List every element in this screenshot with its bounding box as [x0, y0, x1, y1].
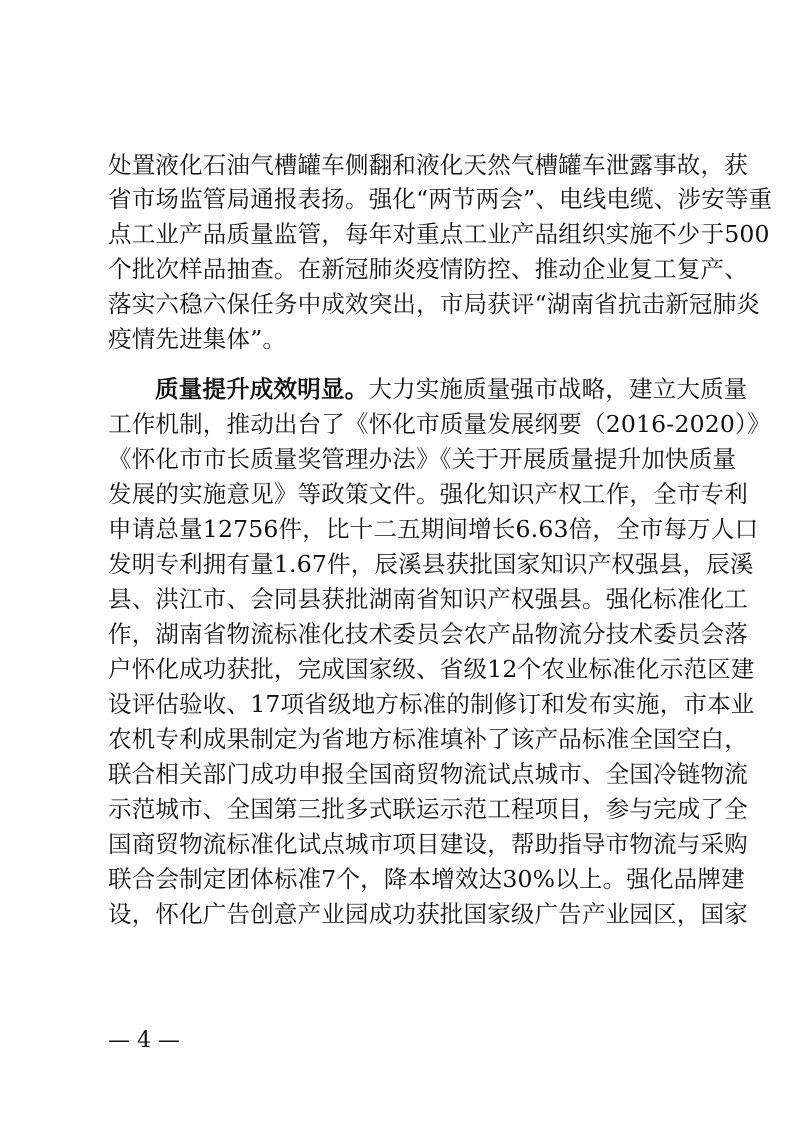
text-line: 点工业产品质量监管，每年对重点工业产品组织实施不少于500	[108, 220, 770, 248]
text-line: 设，怀化广告创意产业园成功获批国家级广告产业园区，国家	[108, 900, 748, 928]
text-line: 疫情先进集体”。	[108, 325, 287, 353]
text-line: 申请总量12756件，比十二五期间增长6.63倍，全市每万人口	[108, 515, 759, 543]
text-line: 示范城市、全国第三批多式联运示范工程项目，参与完成了全	[108, 795, 748, 823]
text-line: 处置液化石油气槽罐车侧翻和液化天然气槽罐车泄露事故，获	[108, 151, 748, 179]
text-line: 县、洪江市、会同县获批湖南省知识产权强县。强化标准化工	[108, 585, 748, 613]
text-line: 农机专利成果制定为省地方标准填补了该产品标准全国空白，	[108, 725, 748, 753]
text-line: 落实六稳六保任务中成效突出，市局获评“湖南省抗击新冠肺炎	[108, 290, 761, 318]
text-line: 《怀化市市长质量奖管理办法》《关于开展质量提升加快质量	[108, 445, 737, 473]
text-line: 国商贸物流标准化试点城市项目建设，帮助指导市物流与采购	[108, 830, 748, 858]
text-line: 个批次样品抽查。在新冠肺炎疫情防控、推动企业复工复产、	[108, 255, 748, 283]
text-line: 联合相关部门成功申报全国商贸物流试点城市、全国冷链物流	[108, 760, 748, 788]
text-line: 联合会制定团体标准7个，降本增效达30%以上。强化品牌建	[108, 865, 745, 893]
text-line: 省市场监管局通报表扬。强化“两节两会”、电线电缆、涉安等重	[108, 185, 773, 213]
text-line: 发展的实施意见》等政策文件。强化知识产权工作，全市专利	[108, 480, 748, 508]
page-number: — 4 —	[108, 1028, 180, 1053]
text-line: 工作机制，推动出台了《怀化市质量发展纲要（2016-2020）》	[108, 410, 771, 438]
heading-continuation: 大力实施质量强市战略，建立大质量	[368, 375, 748, 403]
text-line: 户怀化成功获批，完成国家级、省级12个农业标准化示范区建	[108, 655, 755, 683]
text-line: 发明专利拥有量1.67件，辰溪县获批国家知识产权强县，辰溪	[108, 550, 754, 578]
section-heading-line	[155, 372, 748, 406]
text-line: 设评估验收、17项省级地方标准的制修订和发布实施，市本业	[108, 690, 755, 718]
text-line: 作，湖南省物流标准化技术委员会农产品物流分技术委员会落	[108, 620, 748, 648]
section-heading: 质量提升成效明显。	[155, 375, 369, 403]
